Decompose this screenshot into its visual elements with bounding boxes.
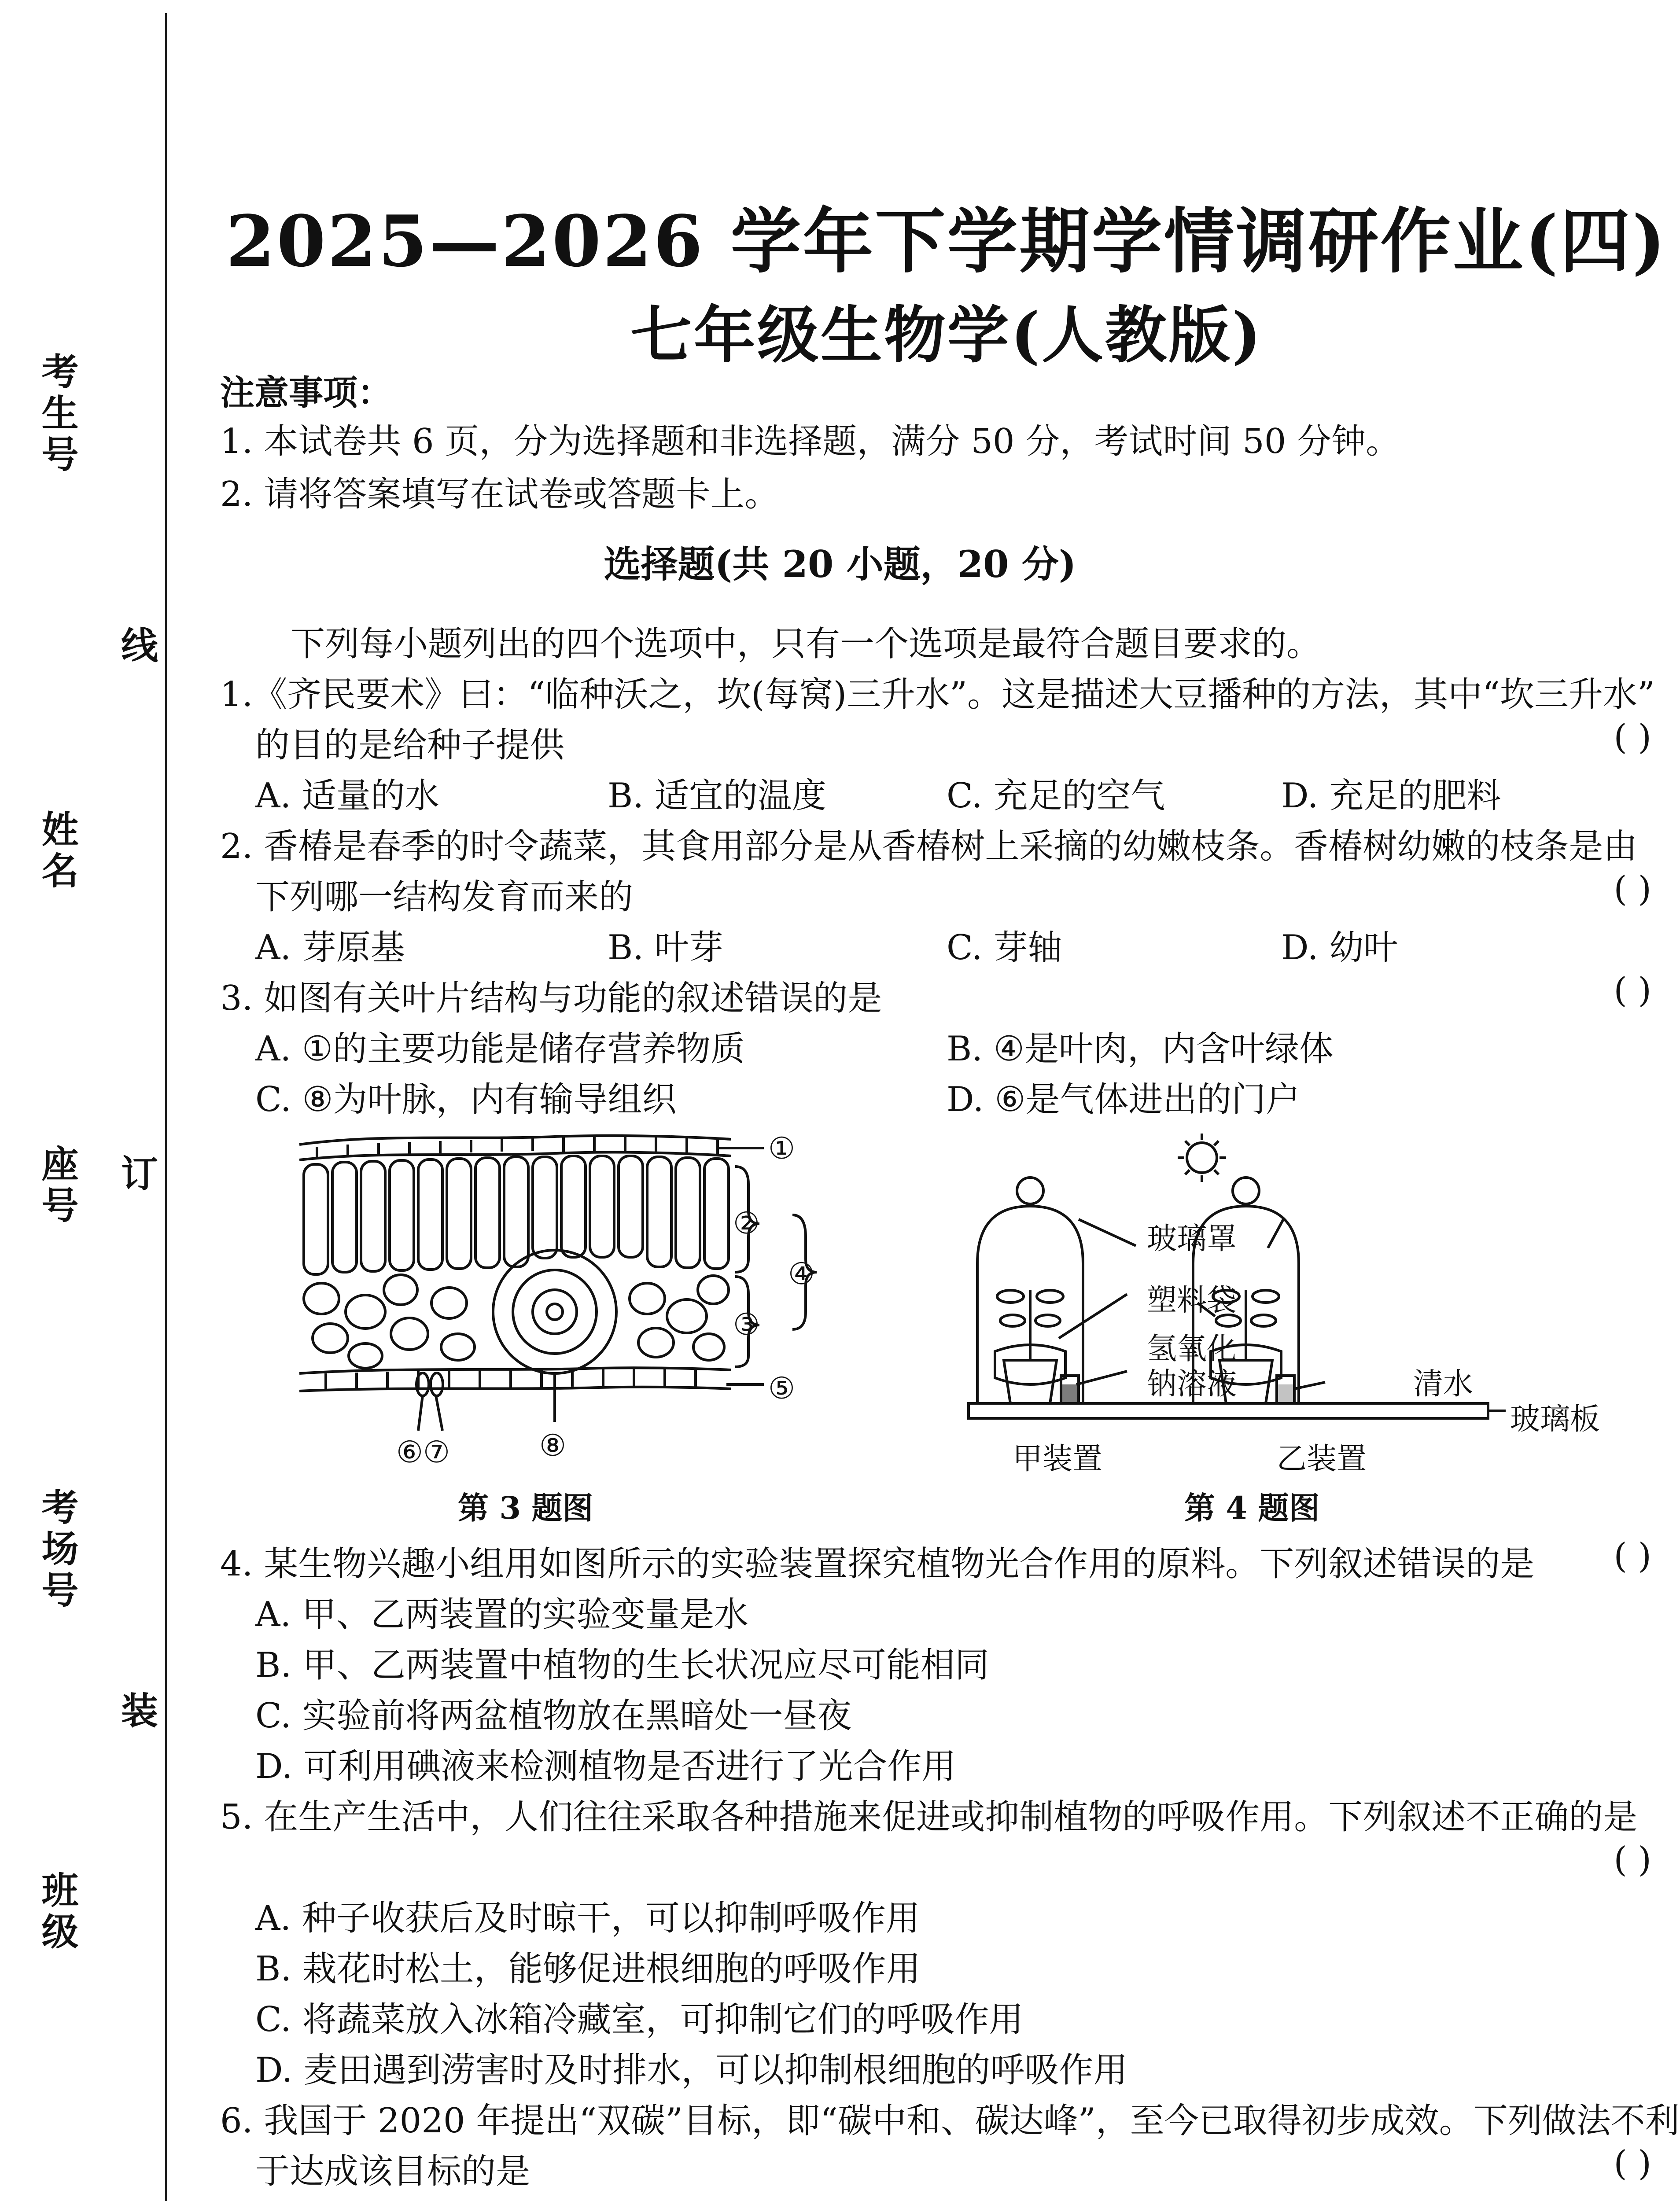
sidebar-label-seat: 座号 (36, 1145, 79, 1227)
q2-option-a: A. 芽原基 (255, 928, 405, 968)
section-title: 选择题(共 20 小题，20 分) (604, 542, 1076, 586)
fig4-label-naoh-1: 氢氧化 (1147, 1332, 1237, 1366)
q4-answer-blank[interactable]: ( ) (1614, 1536, 1651, 1576)
fig3-label-6-7: ⑥⑦ (396, 1435, 450, 1470)
q5-option-c: C. 将蔬菜放入冰箱冷藏室，可抑制它们的呼吸作用 (255, 2000, 1024, 2039)
q3-option-b: B. ④是叶肉，内含叶绿体 (947, 1029, 1334, 1069)
section-instruction: 下列每小题列出的四个选项中，只有一个选项是最符合题目要求的。 (291, 624, 1321, 664)
q5-option-b: B. 栽花时松土，能够促进根细胞的呼吸作用 (255, 1949, 921, 1989)
binding-label-bind: 装 (121, 1689, 158, 1733)
leaf-cross-section-figure (291, 1127, 863, 1475)
q6-option-b (947, 2194, 1371, 2201)
q4-option-b: B. 甲、乙两装置中植物的生长状况应尽可能相同 (255, 1645, 989, 1685)
q2-option-b: B. 叶芽 (608, 928, 723, 968)
fig4-caption: 第 4 题图 (1184, 1490, 1320, 1526)
notice-heading: 注意事项： (220, 373, 392, 413)
sidebar-label-name: 姓名 (36, 810, 79, 893)
fig3-label-8: ⑧ (539, 1428, 566, 1463)
fig4-label-device-a: 甲装置 (1013, 1442, 1103, 1476)
fig4-label-glass-plate: 玻璃板 (1510, 1402, 1600, 1437)
q3-answer-blank[interactable]: ( ) (1614, 971, 1651, 1010)
q2-option-d: D. 幼叶 (1281, 928, 1398, 968)
q5-answer-blank[interactable]: ( ) (1614, 1840, 1651, 1880)
q3-option-c: C. ⑧为叶脉，内有输导组织 (255, 1080, 677, 1119)
photosynthesis-apparatus-figure (960, 1131, 1620, 1439)
fig3-label-3: ③ (733, 1307, 760, 1342)
fig3-label-2: ② (733, 1206, 760, 1241)
q5-option-a: A. 种子收获后及时晾干，可以抑制呼吸作用 (255, 1899, 920, 1938)
q6-stem-line1: 6. 我国于 2020 年提出“双碳”目标，即“碳中和、碳达峰”，至今已取得初步成效。下列做法不利 (220, 2101, 1680, 2141)
q1-answer-blank[interactable]: ( ) (1614, 718, 1651, 757)
fig3-label-1: ① (768, 1131, 795, 1166)
fig4-label-bell-jar: 玻璃罩 (1147, 1222, 1237, 1256)
q1-option-b: B. 适宜的温度 (608, 776, 826, 816)
q4-option-c: C. 实验前将两盆植物放在黑暗处一昼夜 (255, 1696, 852, 1736)
q2-stem-line2: 下列哪一结构发育而来的 (255, 877, 634, 917)
notice-item-2: 2. 请将答案填写在试卷或答题卡上。 (220, 475, 779, 514)
q1-option-d: D. 充足的肥料 (1281, 776, 1501, 816)
binding-label-staple: 订 (121, 1152, 158, 1196)
fig4-label-naoh-2: 钠溶液 (1147, 1367, 1237, 1402)
fig3-label-5: ⑤ (768, 1371, 795, 1406)
fig4-label-device-b: 乙装置 (1277, 1442, 1367, 1476)
fig3-caption: 第 3 题图 (458, 1490, 593, 1526)
page-title: 2025—2026 学年下学期学情调研作业(四) (226, 200, 1667, 283)
q6-answer-blank[interactable]: ( ) (1614, 2144, 1651, 2183)
q5-option-d: D. 麦田遇到涝害时及时排水，可以抑制根细胞的呼吸作用 (255, 2050, 1128, 2090)
binding-label-line: 线 (121, 624, 158, 667)
q3-stem: 3. 如图有关叶片结构与功能的叙述错误的是 (220, 979, 882, 1018)
sidebar-label-class: 班级 (36, 1871, 79, 1954)
fig4-label-plastic-bag: 塑料袋 (1147, 1283, 1237, 1318)
q6-stem-line2: 于达成该目标的是 (255, 2152, 531, 2191)
fig3-label-4: ④ (788, 1257, 815, 1292)
q1-option-a: A. 适量的水 (255, 776, 439, 816)
notice-item-1: 1. 本试卷共 6 页，分为选择题和非选择题，满分 50 分，考试时间 50 分钟。 (220, 422, 1400, 461)
page-subtitle: 七年级生物学(人教版) (630, 299, 1263, 372)
q4-option-d: D. 可利用碘液来检测植物是否进行了光合作用 (255, 1747, 956, 1786)
q6-option-a (255, 2194, 680, 2201)
q3-option-d: D. ⑥是气体进出的门户 (947, 1080, 1301, 1119)
q3-option-a: A. ①的主要功能是储存营养物质 (255, 1029, 745, 1069)
q4-option-a: A. 甲、乙两装置的实验变量是水 (255, 1595, 748, 1634)
q2-option-c: C. 芽轴 (947, 928, 1062, 968)
q2-stem-line1: 2. 香椿是春季的时令蔬菜，其食用部分是从香椿树上采摘的幼嫩枝条。香椿树幼嫩的枝条是由 (220, 827, 1638, 866)
binding-line (165, 13, 167, 2201)
q2-answer-blank[interactable]: ( ) (1614, 869, 1651, 909)
q1-stem-line2: 的目的是给种子提供 (255, 725, 565, 765)
q1-stem-line1: 1.《齐民要术》曰：“临种沃之，坎(每窝)三升水”。这是描述大豆播种的方法，其中“坎三升水” (220, 675, 1655, 714)
q5-stem: 5. 在生产生活中，人们往往采取各种措施来促进或抑制植物的呼吸作用。下列叙述不正确的是 (220, 1797, 1638, 1837)
sidebar-label-room: 考场号 (36, 1488, 79, 1612)
q1-option-c: C. 充足的空气 (947, 776, 1165, 816)
sidebar-label-exam-id: 考生号 (36, 352, 79, 476)
fig4-label-water: 清水 (1413, 1367, 1474, 1402)
q4-stem: 4. 某生物兴趣小组用如图所示的实验装置探究植物光合作用的原料。下列叙述错误的是 (220, 1544, 1535, 1584)
